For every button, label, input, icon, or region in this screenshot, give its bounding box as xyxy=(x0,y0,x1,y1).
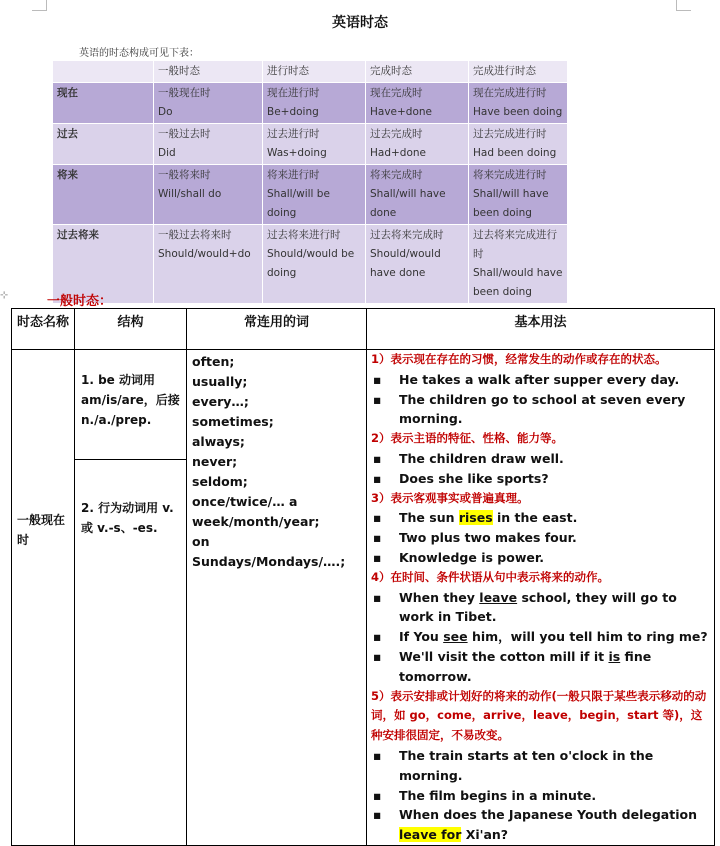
header-cell: 一般时态 xyxy=(154,61,263,83)
table-cell: 过去将来完成进行时 Shall/would have been doing xyxy=(469,225,568,304)
table-cell: 现在完成进行时 Have been doing xyxy=(469,83,568,124)
table-header-row xyxy=(53,61,568,83)
table-row xyxy=(53,225,568,304)
header-cell: 完成时态 xyxy=(366,61,469,83)
table-row xyxy=(12,350,715,460)
row-label: 将来 xyxy=(53,165,154,225)
row-label: 过去 xyxy=(53,124,154,165)
table-cell: 现在进行时 Be+doing xyxy=(263,83,366,124)
tense-name-cell xyxy=(12,350,75,846)
table-row xyxy=(53,165,568,225)
usage-list xyxy=(367,350,714,845)
structure-be: 1. be 动词用 am/is/are，后接 n./a./prep. xyxy=(81,373,180,427)
highlighted-word: rises xyxy=(458,510,493,526)
underlined-word: see xyxy=(443,629,468,645)
common-words-list: often; usually; every…; sometimes; always; never; seldom; once/twice/… a week/month/year; on Sundays/Mondays/….; xyxy=(192,354,346,569)
example: ▪ The children draw well. xyxy=(373,450,564,466)
header-tense-name: 时态名称 xyxy=(12,309,75,350)
rule-heading: 4）在时间、条件状语从句中表示将来的动作。 xyxy=(371,569,609,584)
example: ▪ The sun rises in the east. xyxy=(373,510,578,526)
header-cell xyxy=(53,61,154,83)
structure-verb: 2. 行为动词用 v.或 v.-s、-es. xyxy=(81,500,174,535)
example: ▪ The children go to school at seven every morning. xyxy=(373,391,686,427)
structure-cell xyxy=(75,350,187,460)
rule-heading: 2）表示主语的特征、性格、能力等。 xyxy=(371,431,563,446)
table-cell: 现在完成时 Have+done xyxy=(366,83,469,124)
page-corner-mark xyxy=(32,0,47,11)
example: ▪ If You see him，will you tell him to ring me? xyxy=(373,629,708,645)
rule-heading: 5）表示安排或计划好的将来的动作(一般只限于某些表示移动的动词，如 go，come，arrive，leave，begin，start 等)，这种安排很固定，不易改变。 xyxy=(371,688,707,743)
rule-heading: 1）表示现在存在的习惯，经常发生的动作或存在的状态。 xyxy=(371,352,667,366)
example: ▪ The train starts at ten o'clock in the morning. xyxy=(373,747,654,783)
page-corner-mark xyxy=(676,0,691,11)
row-label: 过去将来 xyxy=(53,225,154,304)
table-cell: 一般过去将来时 Should/would+do xyxy=(154,225,263,304)
section-title: 一般时态： xyxy=(47,294,113,309)
header-common-words: 常连用的词 xyxy=(187,309,367,350)
intro-text: 英语的时态构成可见下表： xyxy=(79,48,199,59)
table-cell: 过去完成进行时 Had been doing xyxy=(469,124,568,165)
table-cell: 将来完成进行时 Shall/will have been doing xyxy=(469,165,568,225)
usage-cell xyxy=(367,350,715,846)
structure-cell xyxy=(75,459,187,845)
highlighted-word: leave for xyxy=(399,827,462,843)
table-cell: 过去完成时 Had+done xyxy=(366,124,469,165)
table-row xyxy=(53,83,568,124)
underlined-word: leave xyxy=(479,589,518,605)
example: ▪ When they leave school, they will go to work in Tibet. xyxy=(373,589,677,625)
header-cell: 进行时态 xyxy=(263,61,366,83)
example: ▪ Two plus two makes four. xyxy=(373,530,577,546)
rule-heading: 3）表示客观事实或普遍真理。 xyxy=(371,490,529,505)
table-move-handle-icon[interactable]: ⊹ xyxy=(0,290,9,301)
table-cell: 过去将来完成时 Should/would have done xyxy=(366,225,469,304)
example: ▪ He takes a walk after supper every day. xyxy=(373,371,680,387)
table-cell: 一般现在时 Do xyxy=(154,83,263,124)
header-cell: 完成进行时态 xyxy=(469,61,568,83)
table-cell: 过去进行时 Was+doing xyxy=(263,124,366,165)
page-title: 英语时态 xyxy=(332,15,388,31)
table-cell: 一般将来时 Will/shall do xyxy=(154,165,263,225)
example: ▪ Does she like sports? xyxy=(373,470,549,486)
words-cell xyxy=(187,350,367,846)
header-structure: 结构 xyxy=(75,309,187,350)
header-usage: 基本用法 xyxy=(367,309,715,350)
tense-overview-table xyxy=(52,60,568,304)
example: ▪ When does the Japanese Youth delegation leave for Xi'an? xyxy=(373,807,697,843)
simple-tense-table xyxy=(11,308,715,846)
example: ▪ We'll visit the cotton mill if it is fine tomorrow. xyxy=(373,648,652,684)
example: ▪ Knowledge is power. xyxy=(373,549,544,565)
table-row xyxy=(53,124,568,165)
row-label: 现在 xyxy=(53,83,154,124)
table-cell: 一般过去时 Did xyxy=(154,124,263,165)
table-header-row xyxy=(12,309,715,350)
table-cell: 将来完成时 Shall/will have done xyxy=(366,165,469,225)
example: ▪ The film begins in a minute. xyxy=(373,787,597,803)
table-cell: 过去将来进行时 Should/would be doing xyxy=(263,225,366,304)
underlined-word: is xyxy=(608,648,621,664)
table-cell: 将来进行时 Shall/will be doing xyxy=(263,165,366,225)
tense-name: 一般现在时 xyxy=(17,513,66,547)
